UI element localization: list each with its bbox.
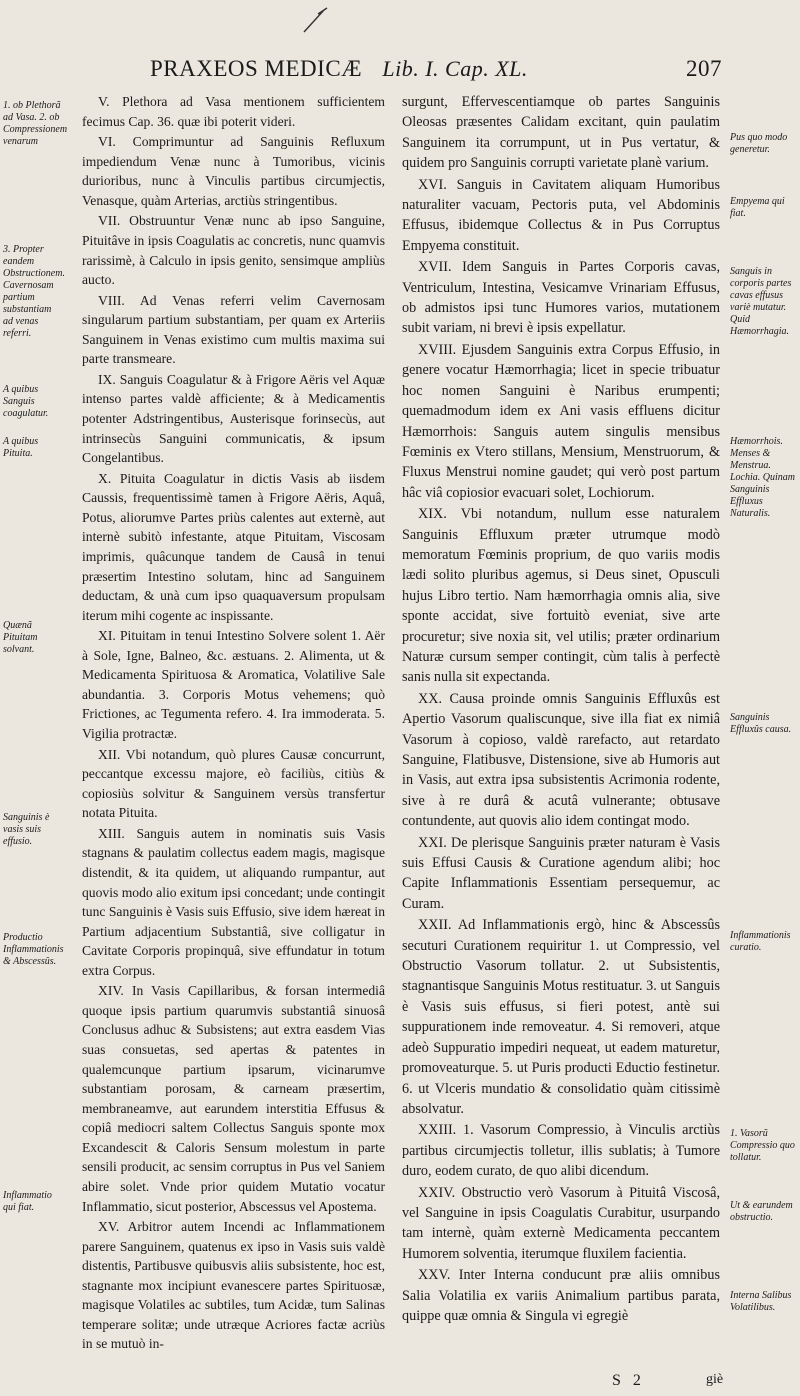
paragraph: XVIII. Ejusdem Sanguinis extra Corpus Effusio, in genere vocatur Hæmorrhagia; licet in specie tribuatur hoc nomen Sanguini è Naribus erumpenti; quemadmodum idem ex Ani vasis effluens dicitur Hæmorrhois: Sanguis autem singulis mensibus Fœminis ex Vtero stillans, Mensium, Menstruorum, & Fluxus Menstrui nomine gaudet; qui verò post partum hâc viâ copiosior evacuari solet, Lochiorum. [402, 341, 720, 501]
paragraph: VI. Comprimuntur ad Sanguinis Refluxum impediendum Venæ nunc à Tumoribus, vicinis durioribus, nunc à Vinculis partibus circumjectis, Venasque, quàm Arterias, arctiùs stringentibus. [82, 134, 385, 208]
paragraph: XXIII. 1. Vasorum Compressio, à Vinculis arctiùs partibus circumjectis tolletur, illis sublatis; à Tumore duro, eodem curato, de quo alibi dicendum. [402, 1122, 720, 1180]
paragraph: XXI. De plerisque Sanguinis præter naturam è Vasis suis Effusi Causis & Curatione agendum alibi; hoc Capite Inflammationis Essentiam persequemur, ac Curam. [402, 834, 720, 912]
margin-note: Productio Inflammationis & Abscessûs. [3, 932, 64, 967]
paragraph: XVII. Idem Sanguis in Partes Corporis cavas, Ventriculum, Intestina, Vesicamve Vrinariam Effusus, ob admistos ipsi tunc Humores varios, mutationem subit variam, ni brevi è ipsis expellatur. [402, 259, 720, 337]
paragraph: XX. Causa proinde omnis Sanguinis Effluxûs est Apertio Vasorum qualiscunque, sive illa fiat ex nimiâ Vasorum à copioso, valdè rarefacto, aut retardato Sanguine, Flatibusve, Distensione, sive ab Humoris aut in Vasis, aut extra ipsa subsistentis Acrimonia rodente, sive à re durâ & acutâ vulnerante; obtusave contundente, aut quovis alio idem contingat modo. [402, 690, 720, 830]
signature-mark: S 2 [612, 1372, 645, 1389]
margin-note: A quibus Sanguis coagulatur. [3, 384, 49, 419]
paragraph: XIV. In Vasis Capillaribus, & forsan intermediâ quoque ipsis partium quarumvis substantiâ sinuosâ Conclusus adhuc & Subsistens; aut extra easdem Vias suas consuetas, sed apertas & patentes in qualemcunque partium ipsarum, vicinarumve substantiam porosam, & carneam præsertim, membraneamve, aut earundem interstitia Effusus & copiâ mediocri saltem Collectus Sanguis sponte mox Excandescit & Caloris Sensum molestum in parte sensili producit, ac sensim corruptus in Pus vel Saniem abire solet. Vnde prior quidem Mutatio vocatur Inflammatio, sicut posterior, Abscessus vel Apostema. [82, 983, 385, 1214]
margin-note: Sanguinis Effluxûs causa. [730, 712, 792, 735]
paragraph: VII. Obstruuntur Venæ nunc ab ipso Sanguine, Pituitâve in ipsis Coagulatis ac concretis, nunc quamvis rarissimè, à Calculo in ipsis genito, sensimque ampliùs aucto. [82, 213, 385, 288]
catchword: giè [706, 1372, 724, 1387]
paragraph: XIII. Sanguis autem in nominatis suis Vasis stagnans & paulatim collectus eadem magis, magisque distendit, & ita quidem, ut aliquando rumpantur, aut quovis modo alio exitum ipsi concedant; unde contingit tunc Sanguinis è Vasis suis Effusio, sive idem hæreat in Partium adjacentium Substantiâ, sive colligatur in Cavitate Corporis propinquâ, sive effundatur in totum extra Corpus. [82, 825, 385, 978]
paragraph: surgunt, Effervescentiamque ob partes Sanguinis Oleosas præsentes Calidam excitant, quin paulatim Sanguinem ita corrumpunt, ut in Pus vertatur, & quidem pro Sanguinis corrupti varietate planè varium. [402, 94, 720, 172]
margin-note: Inflammatio qui fiat. [3, 1190, 52, 1213]
paragraph: XXV. Inter Interna conducunt præ aliis omnibus Salia Volatilia ex variis Animalium partibus parata, quippe quæ omnia & Singula vi egregiè [402, 1267, 720, 1324]
paragraph: XIX. Vbi notandum, nullum esse naturalem Sanguinis Effluxum præter utrumque modò memoratum Fœminis proprium, de quo variis modis lædi solito pluribus agemus, si Deus sinet, Opusculi hujus Libro tertio. Nam hæmorrhagia omnis alia, sive sponte accidat, sive fortuitò eveniat, sive arte procuretur; sive noxia sit, vel utilis; præter ordinarium Naturæ cursum semper contingit, cùm talis à perfectè sanis nulla sit expectanda. [402, 506, 720, 686]
header-chapter: Lib. I. Cap. XL. [382, 56, 528, 81]
header-title: PRAXEOS MEDICÆ [150, 56, 363, 81]
page-number: 207 [686, 56, 722, 81]
margin-note: Interna Salibus Volatilibus. [730, 1290, 792, 1313]
paragraph: IX. Sanguis Coagulatur & à Frigore Aëris vel Aquæ intenso partes valdè afficiente; & à Medicamentis potenter Adstringentibus, Austerisque forinsecùs, aut intrinsecùs Sanguini communicatis, & ipsum Congelantibus. [82, 371, 385, 466]
paragraph: XXIV. Obstructio verò Vasorum à Pituitâ Viscosâ, vel Sanguine in ipsis Coagulatis Curabitur, usurpando tam internè, quàm externè Medicamenta peccantem Humorem solventia, iterumque fluxilem facientia. [402, 1184, 720, 1262]
paragraph: XVI. Sanguis in Cavitatem aliquam Humoribus naturaliter vacuam, Pectoris puta, vel Abdominis Effusus, ibidemque Collectus & in Pus Corruptus Empyema constituit. [402, 176, 720, 254]
paragraph: V. Plethora ad Vasa mentionem sufficientem fecimus Cap. 36. quæ ibi poterit videri. [82, 94, 385, 129]
margin-note: Sanguis in corporis partes cavas effusus variè mutatur. Quid Hæmorrhagia. [730, 266, 792, 337]
margin-note: 1. ob Plethorã ad Vasa. 2. ob Compressionem venarum [3, 100, 68, 147]
running-header [150, 56, 740, 82]
margin-note: 3. Propter eandem Obstructionem. Cavernosam partium substantiam ad venas referri. [3, 244, 65, 339]
paragraph: XI. Pituitam in tenui Intestino Solvere solent 1. Aër à Sole, Igne, Balneo, &c. æstuans. 2. Alimenta, ut & Medicamenta Spirituosa & Aromatica, Volatilive Sale abundantia. 3. Corporis Motus vehemens; quò Frictiones, ac Tegumenta refero. 4. Ira immoderata. 5. Vigilia protractæ. [82, 628, 385, 741]
paragraph: XXII. Ad Inflammationis ergò, hinc & Abscessûs secuturi Curationem requiritur 1. ut Compressio, vel Obstructio Vasorum tollatur. 2. ut Subsistentis, stagnantisque Sanguinis Motus restituatur. 3. ut Sanguis è Vasis suis effusus, si fieri potest, antè sui suppurationem inde removeatur. 4. Si removeri, atque adeò Suppuratio impediri nequeat, ut eadem maturetur, promoveaturque. 5. ut Puris producti Eductio festinetur. 6. ut Vlceris mundatio & consolidatio quàm citissimè absolvatur. [402, 917, 720, 1117]
left-column [82, 92, 385, 1355]
margin-note: A quibus Pituita. [3, 436, 39, 459]
margin-note: Inflammationis curatio. [730, 930, 791, 953]
margin-note: Empyema qui fiat. [730, 196, 785, 219]
margin-note: 1. Vasorũ Compressio quo tollatur. [730, 1128, 795, 1163]
margin-note: Pus quo modo generetur. [730, 132, 788, 155]
right-column [402, 92, 720, 1327]
paragraph: XV. Arbitror autem Incendi ac Inflammationem parere Sanguinem, quatenus ex ipso in Vasis suis valdè distentis, Partibusve quibusvis aliis subsistente, hoc est, stagnante mox incipiunt evanescere partes Spirituosæ, magisque Volatiles ac subtiles, tum Acidæ, tum Salinas temperare solitæ; unde utræque Acriores factæ acriùs in se mutuò in- [82, 1219, 385, 1352]
paragraph: X. Pituita Coagulatur in dictis Vasis ab iisdem Caussis, frequentissimè tamen à Frigore Aëris, Aquâ, Potus, aliorumve Partes priùs calentes aut externè, aut internè subitò infestante, atque Pituitam, Viscosam imprimis, quâcunque tandem de Causâ in tenui præsertim Intestino solutam, hinc ad Sanguinem deductam, & unà cum ipso quaquaversum propulsam iterum mihi cogente ac inspissante. [82, 470, 385, 623]
margin-note: Sanguinis è vasis suis effusio. [3, 812, 50, 847]
margin-note: Hæmorrhois. Menses & Menstrua. Lochia. Quinam Sanguinis Effluxus Naturalis. [730, 436, 795, 519]
ink-mark-icon [300, 6, 330, 34]
paragraph: VIII. Ad Venas referri velim Cavernosam singularum partium substantiam, per quam ex Arteriis Sanguinem in Venas existimo cum multis maxima sui parte transmeare. [82, 292, 385, 367]
paragraph: XII. Vbi notandum, quò plures Causæ concurrunt, peccantque excessu majore, eò faciliùs, citiùs & copiosiùs solvitur & Sanguinem versùs transfertur notata Pituita. [82, 746, 385, 821]
margin-note: Quænã Pituitam solvant. [3, 620, 38, 655]
margin-note: Ut & earundem obstructio. [730, 1200, 793, 1223]
